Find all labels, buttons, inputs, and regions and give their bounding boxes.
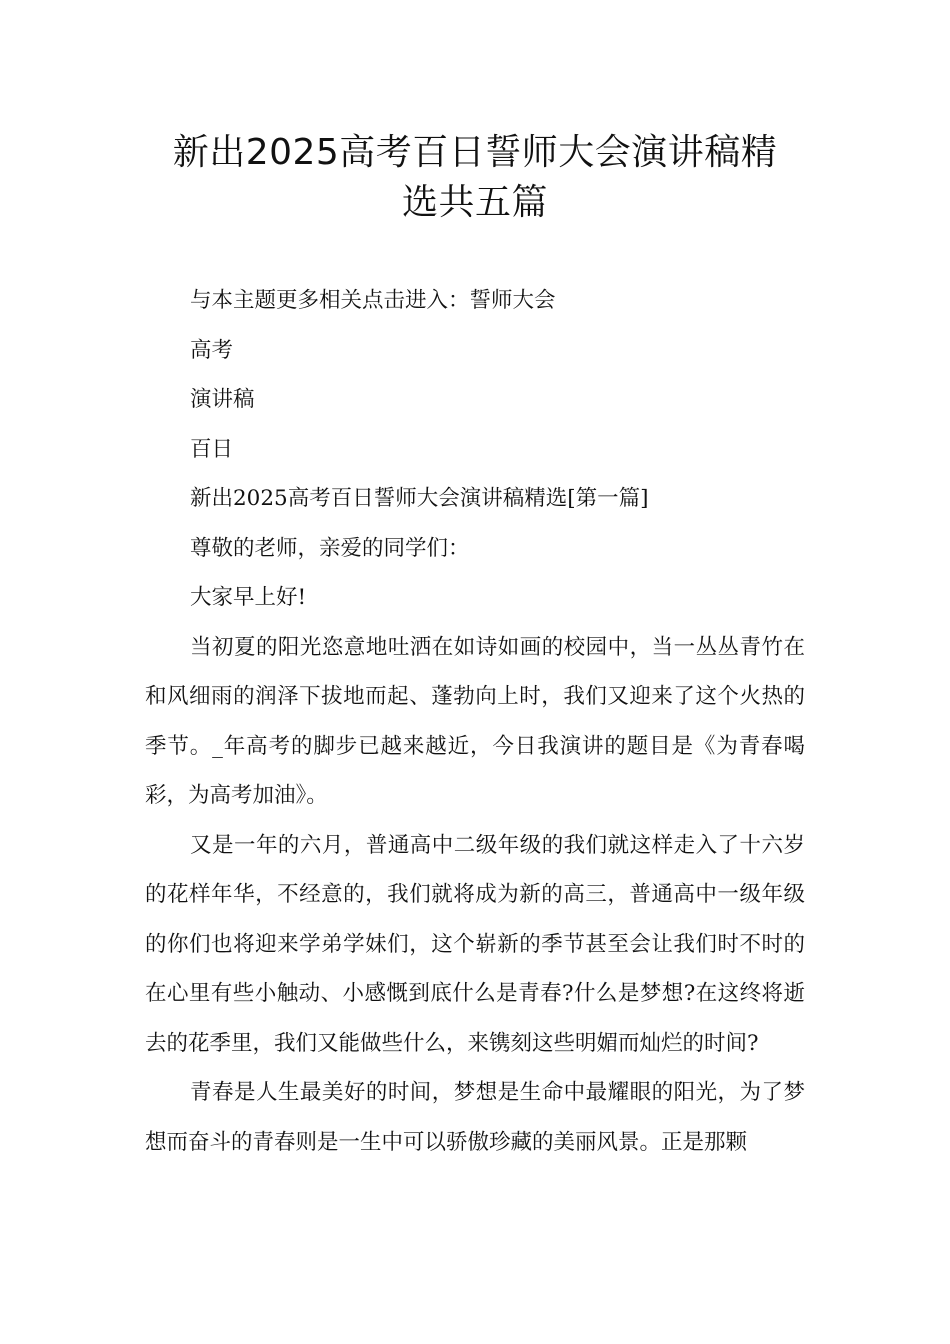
tag-hundred-days: 百日 [190,436,234,462]
section-heading: 新出2025高考百日誓师大会演讲稿精选[第一篇] [190,486,649,511]
paragraph: 青春是人生最美好的时间，梦想是生命中最耀眼的阳光，为了梦想而奋斗的青春则是一生中可以骄傲珍藏的美丽风景。正是那颗 [145,1080,805,1155]
salutation: 尊敬的老师，亲爱的同学们： [190,535,470,561]
title-line-1: 新出2025高考百日誓师大会演讲稿精 [172,132,778,173]
paragraph: 又是一年的六月，普通高中二级年级的我们就这样走入了十六岁的花样年华，不经意的，我们就将成为新的高三，普通高中一级年级的你们也将迎来学弟学妹们，这个崭新的季节甚至会让我们时不时的在心里有些小触动、小感慨到底什么是青春?什么是梦想?在这终将逝去的花季里，我们又能做些什么，来镌刻这些明媚而灿烂的时间? [145,832,805,1056]
document-title [140,128,810,228]
related-topics-line: 与本主题更多相关点击进入：誓师大会 [190,288,556,313]
paragraph: 当初夏的阳光恣意地吐洒在如诗如画的校园中，当一丛丛青竹在和风细雨的润泽下拔地而起、蓬勃向上时，我们又迎来了这个火热的季节。_年高考的脚步已越来越近，今日我演讲的题目是《为青春喝彩，为高考加油》。 [145,634,805,808]
tag-speech: 演讲稿 [190,387,255,412]
tag-gaokao: 高考 [190,337,234,363]
document-body [145,276,805,1167]
greeting: 大家早上好! [190,585,307,610]
title-line-2: 选共五篇 [401,182,548,223]
